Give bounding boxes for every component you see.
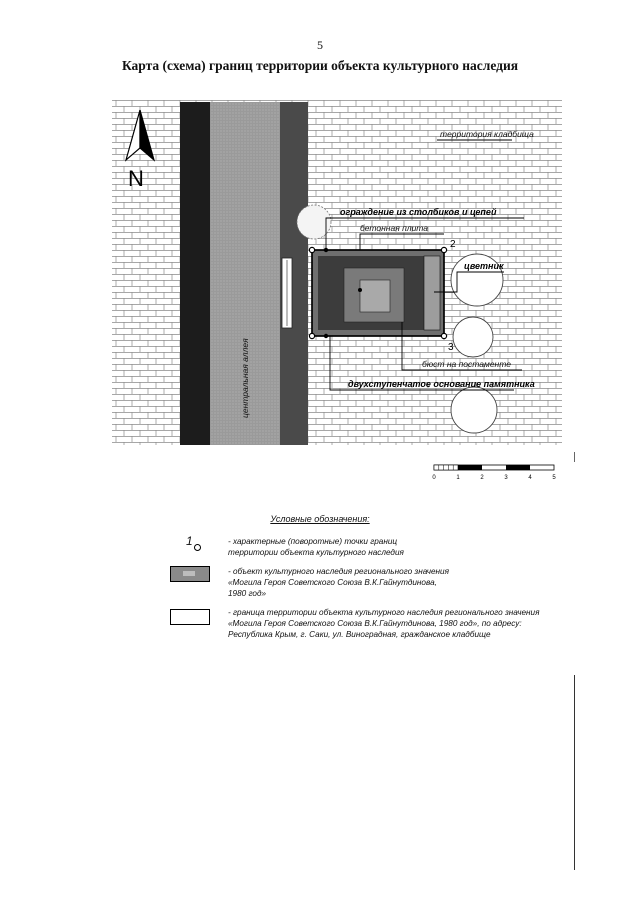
legend-symbol-boundary xyxy=(170,609,210,625)
scale-bar xyxy=(432,463,562,485)
point-number-3: 3 xyxy=(448,342,454,353)
page-title: Карта (схема) границ территории объекта культурного наследия xyxy=(121,58,519,73)
scale-tick-4: 4 xyxy=(528,475,532,481)
shrub-3 xyxy=(451,387,497,433)
label-bust: бюст на постаменте xyxy=(422,359,512,369)
label-cemetery: территория кладбища xyxy=(440,129,534,139)
scale-tick-1: 1 xyxy=(456,475,460,481)
label-slab: бетонная плита xyxy=(360,223,429,233)
flowerbed xyxy=(424,256,440,330)
scale-tick-2: 2 xyxy=(480,475,484,481)
margin-rule xyxy=(574,675,575,870)
bust-pedestal xyxy=(360,280,390,312)
alley-dark-edge xyxy=(180,102,210,445)
legend-symbol-point xyxy=(170,536,208,550)
label-flowerbed: цветник xyxy=(464,261,504,271)
label-alley: центральная аллея xyxy=(240,338,250,418)
point-number-2: 2 xyxy=(450,239,456,250)
legend-symbol-object xyxy=(170,566,210,582)
monument xyxy=(312,250,444,336)
legend-text-points: - характерные (поворотные) точки границ территории объекта культурного наследия xyxy=(228,537,404,557)
site-plan-map xyxy=(112,100,562,450)
fence-post-b xyxy=(324,334,328,338)
legend-text-boundary: - граница территории объекта культурного наследия регионального значения «Могила Героя Советского Союза В.К.Гайнутдинова, 1980 год», по адресу: Республика Крым, г. Саки, ул. Виноградная, гражданское кладбище xyxy=(228,608,540,639)
north-label: N xyxy=(128,166,144,191)
boundary-point-icon xyxy=(194,544,201,551)
legend-title: Условные обозначения: xyxy=(270,514,370,524)
label-fence: ограждение из столбиков и цепей xyxy=(340,207,497,217)
legend-point-number: 1 xyxy=(186,534,193,548)
page-number: 5 xyxy=(317,38,323,52)
bust-marker xyxy=(358,288,362,292)
margin-tick xyxy=(574,452,575,462)
boundary-point-3 xyxy=(441,333,446,338)
scale-tick-0: 0 xyxy=(432,475,436,481)
boundary-point-4 xyxy=(309,333,314,338)
scale-tick-3: 3 xyxy=(504,475,508,481)
scale-tick-5: 5 xyxy=(552,475,556,481)
boundary-point-1 xyxy=(309,247,314,252)
legend-text-object: - объект культурного наследия регионального значения «Могила Героя Советского Союза В.К.Гайнутдинова, 1980 год» xyxy=(228,567,449,598)
boundary-point-2 xyxy=(441,247,446,252)
shrub-2 xyxy=(453,317,493,357)
label-base: двухступенчатое основание памятника xyxy=(348,379,535,389)
